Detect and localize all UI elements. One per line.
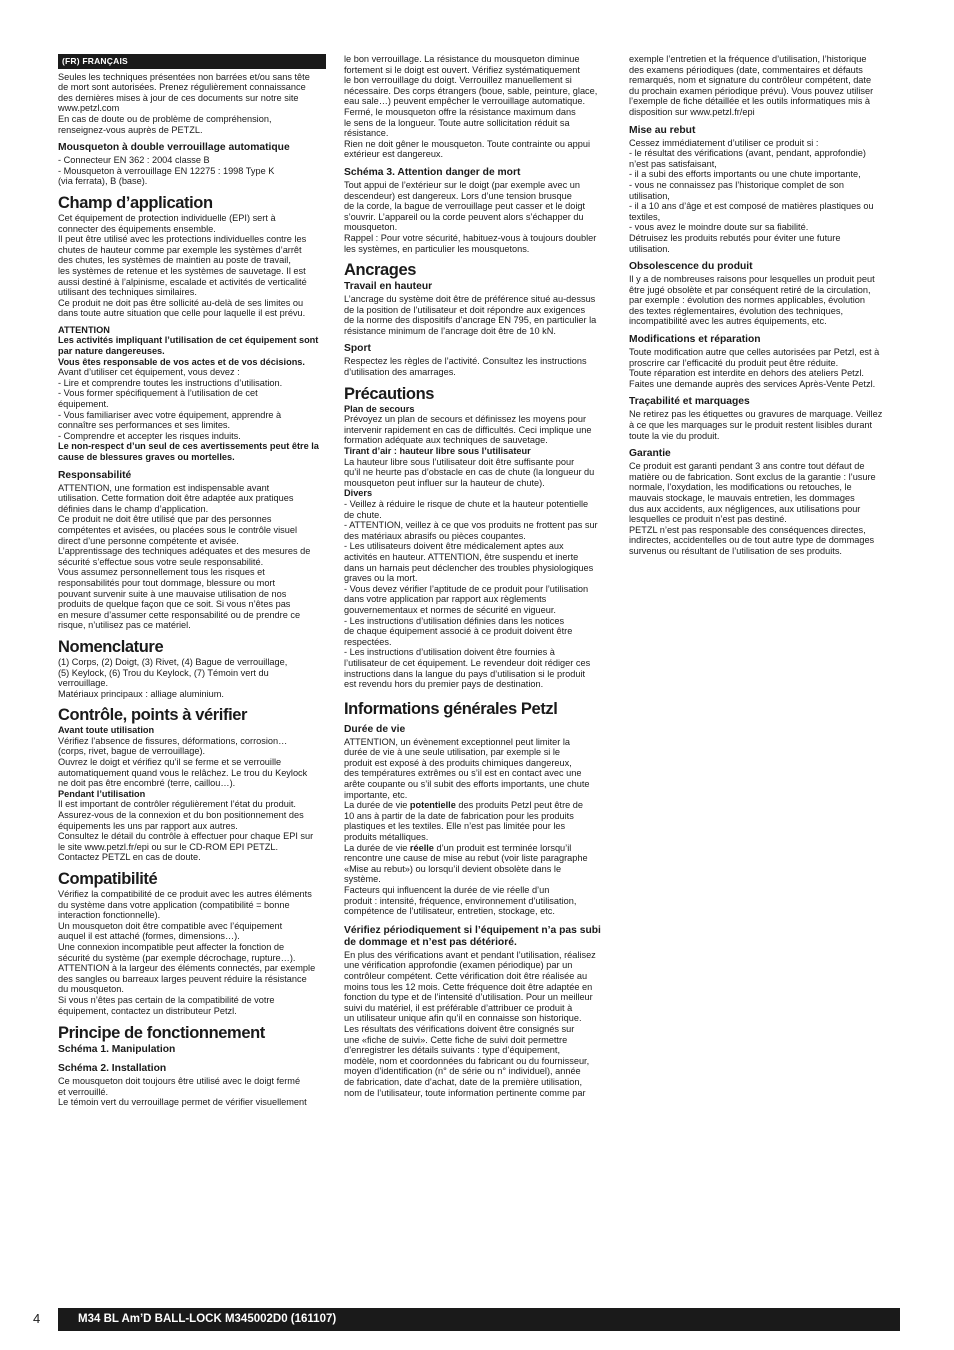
col2-continued-text: le bon verrouillage. La résistance du mousqueton diminue fortement si le doigt est ouvert. Vérifiez systématiquement le bon verrouillage du doigt. Verrouillez manuellement si nécessaire. Des corps étrangers (boue, sable, peinture, glace, eau sale…) peuvent empêcher le verrouillage automatique. Fermé, le mousqueton offre la résistance maximum dans le sens de la longueur. Toute autre sollicitation réduit sa résistance. Rien ne doit gêner le mousqueton. Toute contrainte ou appui extérieur est dangereux. [344,54,598,160]
traca-heading: Traçabilité et marquages [629,396,750,408]
intro-text: Seules les techniques présentées non barrées et/ou sans tête de mort sont autorisées. Prenez régulièrement connaissance des dernières mises à jour de ces documents sur notre site www.petzl.com En cas de doute ou de problème de compréhension, renseignez-vous auprès de PETZL. [58,71,310,135]
divers-text: - Veillez à réduire le risque de chute et la hauteur potentielle de chute. - ATTENTION, veillez à ce que vos produits ne frottent pas sur des matériaux abrasifs ou pièces coupantes. - Les utilisateurs doivent être médicalement aptes aux activités en hauteur. ATTENTION, être suspendu et inerte dans un harnais peut déclencher des troubles physiologiques graves ou la mort. - Vous devez vérifier l’aptitude de ce produit pour l’utilisation dans votre application par rapport aux règlements gouvernementaux et normes de sécurité en vigueur. - Les instructions d’utilisation définies dans les notices de chaque équipement associé à ce produit doivent être respectées. - Les instructions d’utilisation doivent être fournies à l’utilisateur de cet équipement. Le revendeur doit rédiger ces instructions dans la langue du pays d’utilisation si le produit est revendu hors du premier pays de destination. [344,499,598,690]
duree-potentielle-text [344,800,612,842]
attention-heading: ATTENTION [58,324,110,335]
travail-heading: Travail en hauteur [344,281,433,293]
col3-continued-text: exemple l’entretien et la fréquence d’utilisation, l’historique des examens périodiques (date, commentaires et défauts remarqués, nom et signature du contrôleur compétent, date du prochain examen périodique prévu). Vous pouvez utiliser l’exemple de fiche détaillée et les outils informatiques mis à disposition sur www.petzl.fr/epi [629,54,874,117]
nomenclature-heading: Nomenclature [58,637,164,656]
info-heading: Informations générales Petzl [344,699,558,718]
plan-text: Prévoyez un plan de secours et définissez les moyens pour intervenir rapidement en cas de difficultés. Ceci implique une formation adéquate aux techniques de sauvetage. [344,414,592,446]
rebut-text: Cessez immédiatement d’utiliser ce produit si : - le résultat des vérifications (avant, pendant, approfondie) n’est pas satisfaisant, - il a subi des efforts importants ou une chute importante, - vous ne connaissez pas l’historique complet de son utilisation, - il a 10 ans d’âge et est composé de matières plastiques ou textiles, - vous avez le moindre doute sur sa fiabilité. Détruisez les produits rebutés pour éviter une future utilisation. [629,137,874,254]
resp-text: ATTENTION, une formation est indispensable avant utilisation. Cette formation doit être adaptée aux pratiques définies dans le champ d’application. Ce produit ne doit être utilisé que par des personnes compétentes et avisées, ou placées sous le contrôle visuel direct d’une personne compétente et avisée. L’apprentissage des techniques adéquates et des mesures de sécurité s’effectue sous votre seule responsabilité. Vous assumez personnellement tous les risques et responsabilités pour tout dommage, blessure ou mort pouvant survenir suite à une mauvaise utilisation de nos produits de quelque façon que ce soit. Si vous n’êtes pas en mesure d’assumer cette responsabilité ou de prendre ce risque, n’utilisez pas ce matériel. [58,482,311,631]
schema2-heading: Schéma 2. Installation [58,1063,167,1075]
divers-heading: Divers [344,488,373,499]
schema3-heading: Schéma 3. Attention danger de mort [344,166,521,178]
avant-text: Vérifiez l’absence de fissures, déformations, corrosion… (corps, rivet, bague de verrouillage). Ouvrez le doigt et vérifiez qu’il se ferme et se verrouille automatiquement quand vous le relâchez. Le trou du Keylock ne doit pas être encombré (terre, caillou…). [58,735,308,789]
duree-pot-a: La durée de vie [344,800,410,811]
tirant-text: La hauteur libre sous l’utilisateur doit être suffisante pour qu’il ne heurte pas d’obstacle en cas de chute (la longueur du mousqueton peut influer sur la hauteur de chute). [344,456,595,488]
footer-doc-ref: M34 BL Am’D BALL-LOCK M345002D0 (161107) [78,1313,337,1325]
schema2-text: Ce mousqueton doit toujours être utilisé avec le doigt fermé et verrouillé. Le témoin vert du verrouillage permet de vérifier visuellement [58,1076,307,1108]
modif-heading: Modifications et réparation [629,334,761,346]
attention-bold-1: Les activités impliquant l’utilisation de cet équipement sont par nature dangereuses. [58,335,319,357]
traca-text: Ne retirez pas les étiquettes ou gravures de marquage. Veillez à ce que les marquages sur le produit restent lisibles durant toute la vie du produit. [629,409,883,441]
nomenclature-text: (1) Corps, (2) Doigt, (3) Rivet, (4) Bague de verrouillage, (5) Keylock, (6) Trou du Keylock, (7) Témoin vert du verrouillage. Matériaux principaux : alliage aluminium. [58,656,288,699]
garantie-heading: Garantie [629,448,671,460]
schema1-heading: Schéma 1. Manipulation [58,1044,176,1056]
verif-heading: Vérifiez périodiquement si l’équipement n’a pas subi de dommage et n’est pas détérioré. [344,924,601,948]
compat-text: Vérifiez la compatibilité de ce produit avec les autres éléments du système dans votre application (compatibilité = bonne interaction fonctionnelle). Un mousqueton doit être compatible avec l’équipement auquel il est attaché (formes, dimensions…). Une connexion incompatible peut affecter la fonction de sécurité du système (par exemple décrochage, rupture…). ATTENTION à la largeur des éléments connectés, par exemple des sangles ou barreaux larges peuvent réduire la résistance du mousqueton. Si vous n’êtes pas certain de la compatibilité de votre équipement, contactez un distributeur Petzl. [58,889,316,1016]
product-title: Mousqueton à double verrouillage automatique [58,142,290,154]
attention-bold-3: Le non-respect d’un seul de ces avertissements peut être la cause de blessures graves ou mortelles. [58,441,319,462]
footer-bar [58,1308,900,1331]
avant-heading: Avant toute utilisation [58,725,155,736]
duree-reel-a: La durée de vie [344,842,410,853]
verif-text: En plus des vérifications avant et pendant l’utilisation, réalisez une vérification approfondie (examen périodique) par un contrôleur compétent. Cette vérification doit être réalisée au moins tous les 12 mois. Cette fréquence doit être adaptée en fonction du type et de l’intensité d’utilisation. Pour un meilleur suivi du matériel, il est préférable d’attribuer ce produit à un utilisateur unique afin qu’il en connaisse son historique. Les résultats des vérifications doivent être consignés sur une «fiche de suivi». Cette fiche de suivi doit permettre d’enregistrer les détails suivants : type d’équipement, modèle, nom et coordonnées du fabricant ou du fournisseur, moyen d’identification (n° de série ou n° individuel), année de fabrication, date d’achat, date de la première utilisation, nom de l’utilisateur, toute information pertinente comme par [344,949,596,1098]
duree-reelle-text [344,843,612,917]
page-number: 4 [33,1311,41,1326]
duree-text-1: ATTENTION, un évènement exceptionnel peut limiter la durée de vie à une seule utilisation, par exemple si le produit est exposé à des produits chimiques dangereux, des températures extrêmes ou s’il est en contact avec une arête coupante ou s’il subit des efforts importants, une chute importante, etc. [344,736,590,800]
champ-text: Cet équipement de protection individuelle (EPI) sert à connecter des équipements ensemble. Il peut être utilisé avec les protections individuelles contre les chutes de hauteur comme par exemple les systèmes d’arrêt des chutes, les systèmes de maintien au poste de travail, les systèmes de retenue et les systèmes de sauvetage. Il est aussi destiné à l’alpinisme, escalade et activités de verticalité utilisant des techniques similaires. Ce produit ne doit pas être sollicité au-delà de ses limites ou dans toute autre situation que celle pour laquelle il est prévu. [58,212,307,319]
resp-heading: Responsabilité [58,469,132,481]
duree-pot-c: des produits Petzl peut être de 10 ans à partir de la date de fabrication pour les produits plastiques et les textiles. Elle n’est pas limitée pour les produits métalliques. [344,800,584,843]
champ-heading: Champ d’application [58,193,213,212]
controle-heading: Contrôle, points à vérifier [58,706,248,725]
duree-reel-b: réelle [409,842,434,853]
language-label: (FR) FRANÇAIS [58,54,326,69]
tirant-heading: Tirant d’air : hauteur libre sous l’utilisateur [344,446,531,457]
attention-text: Avant d’utiliser cet équipement, vous devez : - Lire et comprendre toutes les instructions d’utilisation. - Vous former spécifiquement à l’utilisation de cet équipement. - Vous familiariser avec votre équipement, apprendre à connaître ses performances et ses limites. - Comprendre et accepter les risques induits. [58,367,283,441]
duree-pot-b: potentielle [409,800,456,811]
obso-heading: Obsolescence du produit [629,261,753,273]
precautions-heading: Précautions [344,384,435,403]
travail-text: L’ancrage du système doit être de préférence situé au-dessus de la position de l’utilisateur et doit répondre aux exigences de la norme des dispositifs d’ancrage EN 795, en particulier la résistance minimum de l’ancrage doit être de 10 kN. [344,294,597,336]
rebut-heading: Mise au rebut [629,124,696,136]
sport-text: Respectez les règles de l’activité. Consultez les instructions d’utilisation des amarrages. [344,356,587,378]
obso-text: Il y a de nombreuses raisons pour lesquelles un produit peut être jugé obsolète et par conséquent retiré de la circulation, par exemple : évolution des normes applicables, évolution des textes réglementaires, évolution des techniques, incompatibilité avec les autres équipements, etc. [629,274,875,327]
pendant-text: Il est important de contrôler régulièrement l’état du produit. Assurez-vous de la connexion et du bon positionnement des équipements les uns par rapport aux autres. Consultez le détail du contrôle à effectuer pour chaque EPI sur le site www.petzl.fr/epi ou sur le CD-ROM EPI PETZL. Contactez PETZL en cas de doute. [58,799,314,863]
sport-heading: Sport [344,343,371,355]
garantie-text: Ce produit est garanti pendant 3 ans contre tout défaut de matière ou de fabrication. Sont exclus de la garantie : l’usure normale, l’oxydation, les modifications ou retouches, le mauvais stockage, le mauvais entretien, les dommages dus aux accidents, aux négligences, aux utilisations pour lesquelles ce produit n’est pas destiné. PETZL n’est pas responsable des conséquences directes, indirectes, accidentelles ou de tout autre type de dommages survenus ou résultant de l’utilisation de ses produits. [629,461,876,556]
column-3 [629,54,897,557]
duree-heading: Durée de vie [344,723,406,735]
pendant-heading: Pendant l’utilisation [58,788,146,799]
duree-reel-c: d’un produit est terminée lorsqu’il rencontre une cause de mise au rebut (voir liste paragraphe «Mise au rebut») ou lorsqu’il devient obsolète dans le système. Facteurs qui influencent la durée de vie réelle d’un produit : intensité, fréquence, environnement d’utilisation, compétence de l’utilisateur, entretien, stockage, etc. [344,842,588,917]
product-text: - Connecteur EN 362 : 2004 classe B - Mousqueton à verrouillage EN 12275 : 1998 Type K (via ferrata), B (base). [58,155,275,187]
principe-heading: Principe de fonctionnement [58,1024,265,1043]
column-1 [58,54,326,1108]
attention-bold-2: Vous êtes responsable de vos actes et de vos décisions. [58,356,305,367]
schema3-text: Tout appui de l’extérieur sur le doigt (par exemple avec un descendeur) est dangereux. Lors d’une tension brusque de la corde, la bague de verrouillage peut casser et le doigt s’ouvrir. L’appareil ou la corde peuvent alors s’échapper du mousqueton. Rappel : Pour votre sécurité, habituez-vous à toujours doubler les systèmes, en particulier les mousquetons. [344,179,597,254]
compat-heading: Compatibilité [58,870,158,888]
plan-heading: Plan de secours [344,403,415,414]
modif-text: Toute modification autre que celles autorisées par Petzl, est à proscrire car l’efficacité du produit peut être réduite. Toute réparation est interdite en dehors des ateliers Petzl. Faites une demande auprès des services Après-Vente Petzl. [629,347,880,389]
ancrages-heading: Ancrages [344,261,417,280]
column-2 [344,54,612,1098]
